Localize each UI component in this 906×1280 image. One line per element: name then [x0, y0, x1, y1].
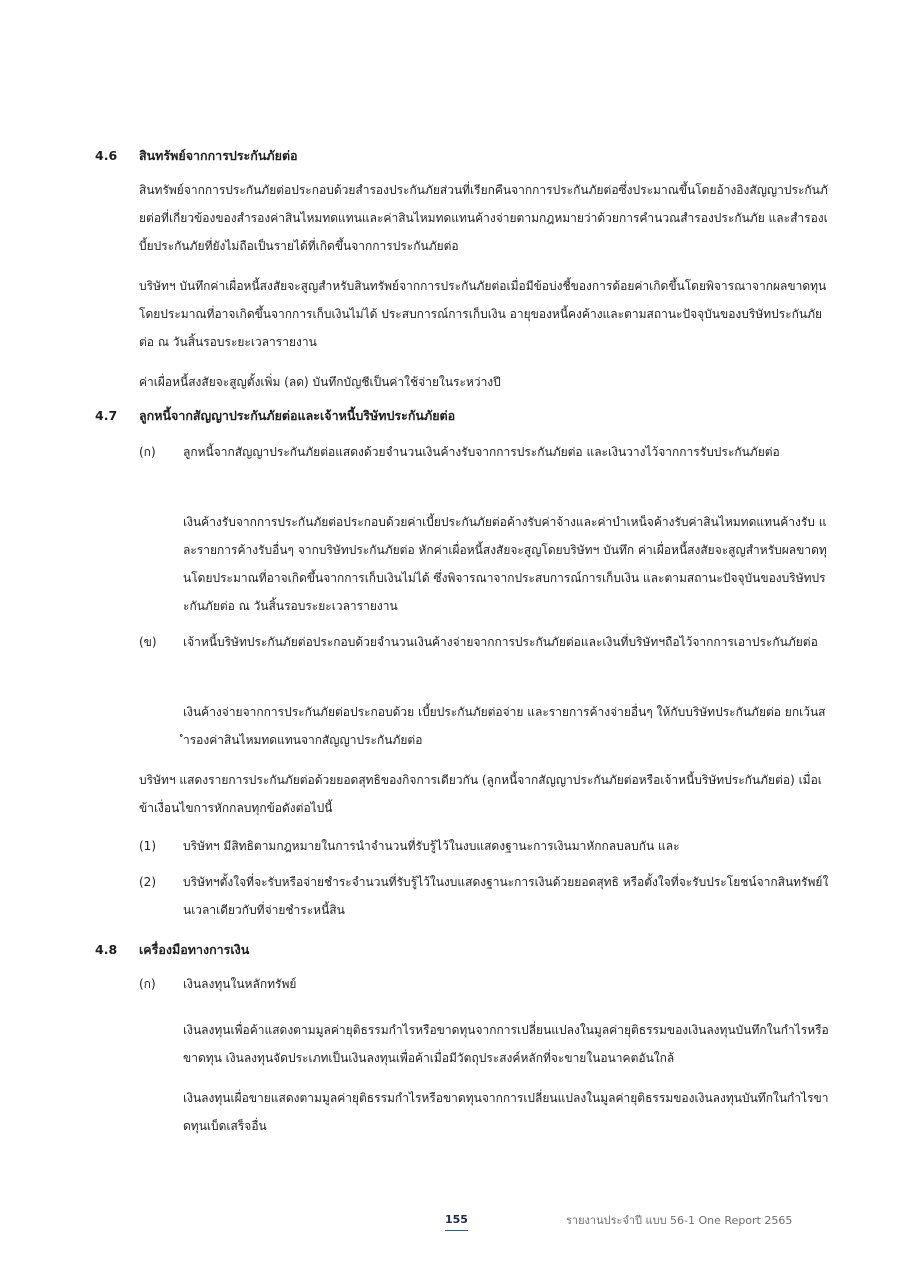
section-title: สินทรัพย์จากการประกันภัยต่อ	[139, 148, 298, 163]
section-number: 4.8	[95, 942, 118, 957]
section-number: 4.6	[95, 148, 118, 163]
paragraph: เงินลงทุนในหลักทรัพย์	[183, 977, 297, 991]
page-number: 155	[445, 1211, 468, 1231]
item-marker: (ก)	[139, 977, 156, 991]
report-title: รายงานประจำปี แบบ 56-1 One Report 2565	[566, 1214, 793, 1227]
paragraph: สินทรัพย์จากการประกันภัยต่อประกอบด้วยสำรองประกันภัยส่วนที่เรียกคืนจากการประกันภัยต่อซึ่งประมาณขึ้นโดยอ้างอิงสัญญาประกันภัยต่อที่เกี่ยวข้องของสำรองค่าสินไหมทดแทนและค่าสินไหมทดแทนค้างจ่ายตามกฎหมายว่าด้วยการคำนวณสำรองประกันภัย และสำรองเบี้ยประกันภัยที่ยังไม่ถือเป็นรายได้ที่เกิดขึ้นจากการประกันภัยต่อ	[139, 183, 828, 253]
paragraph: บริษัทฯ บันทึกค่าเผื่อหนี้สงสัยจะสูญสำหรับสินทรัพย์จากการประกันภัยต่อเมื่อมีข้อบ่งชี้ของการด้อยค่าเกิดขึ้นโดยพิจารณาจากผลขาดทุนโดยประมาณที่อาจเกิดขึ้นจากการเก็บเงินไม่ได้ ประสบการณ์การเก็บเงิน อายุของหนี้คงค้างและตามสถานะปัจจุบันของบริษัทประกันภัยต่อ ณ วันสิ้นรอบระยะเวลารายงาน	[139, 279, 827, 349]
item-marker: (ข)	[139, 635, 157, 649]
item-marker: (1)	[139, 839, 156, 853]
paragraph: เงินค้างจ่ายจากการประกันภัยต่อประกอบด้วย เบี้ยประกันภัยต่อจ่าย และรายการค้างจ่ายอื่นๆ ให้กับบริษัทประกันภัยต่อ ยกเว้นสำรองค่าสินไหมทดแทนจากสัญญาประกันภัยต่อ	[183, 705, 826, 747]
section-number: 4.7	[95, 408, 118, 423]
item-marker: (ก)	[139, 445, 156, 459]
item-marker: (2)	[139, 875, 156, 889]
paragraph: เงินลงทุนเพื่อค้าแสดงตามมูลค่ายุติธรรมกำไรหรือขาดทุนจากการเปลี่ยนแปลงในมูลค่ายุติธรรมของเงินลงทุนบันทึกในกำไรหรือขาดทุน เงินลงทุนจัดประเภทเป็นเงินลงทุนเพื่อค้าเมื่อมีวัตถุประสงค์หลักที่จะขายในอนาคตอันใกล้	[183, 1023, 829, 1065]
paragraph: บริษัทฯตั้งใจที่จะรับหรือจ่ายชำระจำนวนที่รับรู้ไว้ในงบแสดงฐานะการเงินด้วยยอดสุทธิ หรือตั้งใจที่จะรับประโยชน์จากสินทรัพย์ในเวลาเดียวกับที่จ่ายชำระหนี้สิน	[183, 875, 829, 917]
section-title: เครื่องมือทางการเงิน	[139, 942, 250, 957]
paragraph: บริษัทฯ แสดงรายการประกันภัยต่อด้วยยอดสุทธิของกิจการเดียวกัน (ลูกหนี้จากสัญญาประกันภัยต่อหรือเจ้าหนี้บริษัทประกันภัยต่อ) เมื่อเข้าเงื่อนไขการหักกลบทุกข้อดังต่อไปนี้	[139, 773, 822, 815]
paragraph: เงินลงทุนเผื่อขายแสดงตามมูลค่ายุติธรรมกำไรหรือขาดทุนจากการเปลี่ยนแปลงในมูลค่ายุติธรรมของเงินลงทุนบันทึกในกำไรขาดทุนเบ็ดเสร็จอื่น	[183, 1091, 829, 1133]
paragraph: เงินค้างรับจากการประกันภัยต่อประกอบด้วยค่าเบี้ยประกันภัยต่อค้างรับค่าจ้างและค่าบำเหน็จค้างรับค่าสินไหมทดแทนค้างรับ และรายการค้างรับอื่นๆ จากบริษัทประกันภัยต่อ หักค่าเผื่อหนี้สงสัยจะสูญโดยบริษัทฯ บันทึก ค่าเผื่อหนี้สงสัยจะสูญสำหรับผลขาดทุนโดยประมาณที่อาจเกิดขึ้นจากการเก็บเงินไม่ได้ ซึ่งพิจารณาจากประสบการณ์การเก็บเงิน และตามสถานะปัจจุบันของบริษัทประกันภัยต่อ ณ วันสิ้นรอบระยะเวลารายงาน	[183, 515, 827, 613]
paragraph: บริษัทฯ มีสิทธิตามกฎหมายในการนำจำนวนที่รับรู้ไว้ในงบแสดงฐานะการเงินมาหักกลบลบกัน และ	[183, 839, 680, 853]
section-title: ลูกหนี้จากสัญญาประกันภัยต่อและเจ้าหนี้บริษัทประกันภัยต่อ	[139, 408, 456, 423]
paragraph: เจ้าหนี้บริษัทประกันภัยต่อประกอบด้วยจำนวนเงินค้างจ่ายจากการประกันภัยต่อและเงินที่บริษัทฯถือไว้จากการเอาประกันภัยต่อ	[183, 635, 818, 649]
paragraph: ค่าเผื่อหนี้สงสัยจะสูญตั้งเพิ่ม (ลด) บันทึกบัญชีเป็นค่าใช้จ่ายในระหว่างปี	[139, 375, 501, 389]
paragraph: ลูกหนี้จากสัญญาประกันภัยต่อแสดงด้วยจำนวนเงินค้างรับจากการประกันภัยต่อ และเงินวางไว้จากการรับประกันภัยต่อ	[183, 445, 780, 459]
